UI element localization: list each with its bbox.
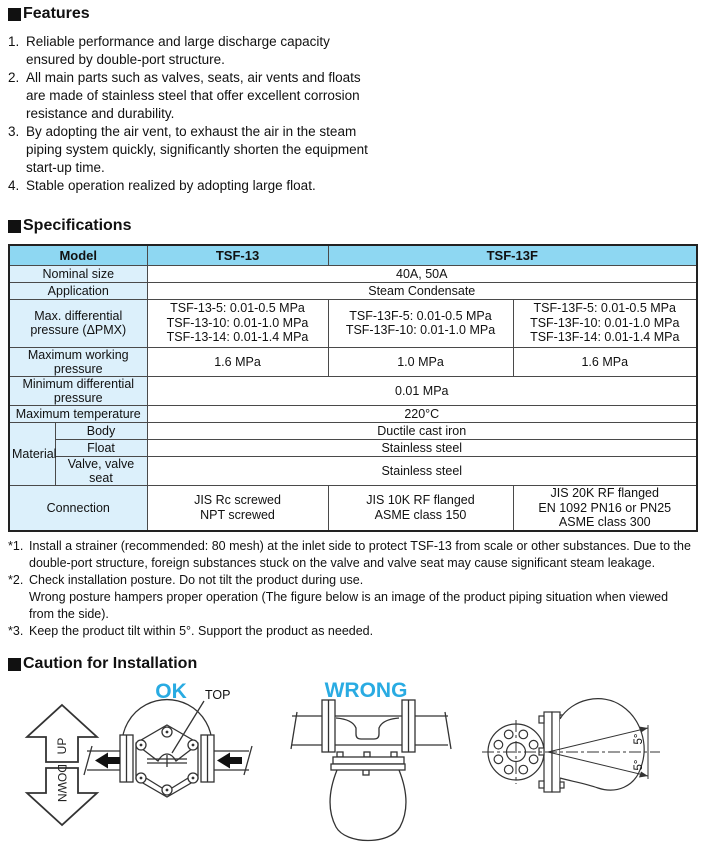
section-bullet-icon (8, 220, 21, 233)
table-row-max-working (9, 347, 697, 376)
top-label: TOP (205, 688, 231, 702)
up-arrow-label: UP (55, 737, 69, 755)
cell-max-working-tsf13f-a: 1.0 MPa (328, 347, 513, 376)
installation-diagrams (0, 675, 704, 853)
ok-label: OK (155, 680, 187, 703)
cell-max-differential-tsf13f-a (328, 299, 513, 347)
flow-arrow-icon (217, 753, 242, 769)
col-header-tsf13: TSF-13 (147, 245, 328, 265)
footnote-line: Check installation posture. Do not tilt the product during use. (29, 573, 364, 587)
list-number: 1. (8, 34, 20, 49)
list-text: By adopting the air vent, to exhaust the air in the steam piping system quickly, significantly shorten the equipment start-up time. (26, 124, 368, 175)
footnote-marker: *1. (8, 539, 24, 553)
col-header-tsf13f: TSF-13F (328, 245, 697, 265)
table-row-max-differential (9, 299, 697, 347)
row-label-max-differential: Max. differential pressure (ΔPMX) (9, 299, 147, 347)
cell-min-differential: 0.01 MPa (147, 376, 697, 405)
tilt-body-profile (560, 699, 644, 790)
specifications-heading: Specifications (23, 217, 132, 234)
wrong-label: WRONG (324, 679, 408, 702)
footnote-marker: *3. (8, 624, 24, 638)
cell-connection-tsf13 (147, 485, 328, 531)
tilt-diagram (488, 699, 648, 792)
list-text: Stable operation realized by adopting large float. (26, 178, 316, 193)
ok-diagram (84, 700, 252, 797)
list-item (8, 123, 696, 177)
caution-section (8, 655, 696, 853)
list-text: All main parts such as valves, seats, air vents and floats are made of stainless steel that offer excellent corrosion resistance and durability. (26, 70, 361, 121)
list-item (8, 177, 696, 195)
cell-max-differential-tsf13 (147, 299, 328, 347)
down-arrow-label: DOWN (55, 764, 69, 802)
spec-line: TSF-13-10: 0.01-1.0 MPa (166, 315, 309, 330)
col-header-model: Model (9, 245, 147, 265)
spec-line: TSF-13F-5: 0.01-0.5 MPa (349, 308, 492, 323)
table-row-material-body (9, 422, 697, 439)
list-number: 4. (8, 178, 20, 193)
spec-line: TSF-13-5: 0.01-0.5 MPa (170, 301, 305, 316)
wrong-float-bowl (330, 770, 406, 841)
spec-line: EN 1092 PN16 or PN25 (538, 500, 672, 515)
section-bullet-icon (8, 658, 21, 671)
list-number: 3. (8, 124, 20, 139)
specifications-section (8, 217, 696, 532)
footnote-text: Keep the product tilt within 5°. Support the product as needed. (29, 624, 374, 638)
row-label-float: Float (55, 439, 147, 456)
spec-line: TSF-13F-5: 0.01-0.5 MPa (533, 301, 676, 316)
table-row-material-valve (9, 456, 697, 485)
list-text: Reliable performance and large discharge capacity ensured by double-port structure. (26, 34, 330, 67)
row-label-application: Application (9, 282, 147, 299)
list-item (8, 33, 696, 69)
section-bullet-icon (8, 8, 21, 21)
wrong-body-funnel (336, 718, 399, 739)
spec-line: ASME class 150 (374, 507, 467, 522)
spec-line: JIS 10K RF flanged (366, 493, 475, 508)
wrong-cover-plate (331, 764, 405, 770)
table-row-min-differential (9, 376, 697, 405)
table-row-max-temperature (9, 405, 697, 422)
features-section (8, 5, 696, 195)
row-label-max-working: Maximum working pressure (9, 347, 147, 376)
spec-line: JIS Rc screwed (194, 493, 281, 508)
cell-max-differential-tsf13f-b (513, 299, 697, 347)
row-label-connection: Connection (9, 485, 147, 531)
spec-line: TSF-13-14: 0.01-1.4 MPa (166, 330, 309, 345)
list-number: 2. (8, 70, 20, 85)
footnote-line: Wrong posture hampers proper operation (The figure below is an image of the product piping situation when viewed from the side). (29, 590, 669, 621)
footnote-text: Install a strainer (recommended: 80 mesh) at the inlet side to protect TSF-13 from scale or other substances. Due to the double-port structure, foreign substances stuck on the valve and valve seat may cause significant steam leakage. (29, 539, 691, 570)
footnote-marker: *2. (8, 573, 24, 587)
footnotes (8, 538, 696, 640)
caution-title (8, 655, 696, 673)
tilt-angle-lower-label: 5° (633, 759, 645, 771)
spec-line: JIS 20K RF flanged (550, 486, 659, 500)
row-label-min-differential: Minimum differential pressure (9, 376, 147, 405)
table-header-row (9, 245, 697, 265)
footnote-text (29, 572, 696, 623)
cell-material-float: Stainless steel (147, 439, 697, 456)
footnote (8, 572, 696, 623)
cell-max-working-tsf13: 1.6 MPa (147, 347, 328, 376)
wrong-mount-plate (333, 757, 404, 764)
footnote (8, 623, 696, 640)
specifications-table (8, 244, 698, 532)
table-row-material-float (9, 439, 697, 456)
caution-heading: Caution for Installation (23, 655, 198, 672)
cell-application: Steam Condensate (147, 282, 697, 299)
list-item (8, 69, 696, 123)
spec-line: TSF-13F-14: 0.01-1.4 MPa (530, 330, 680, 345)
cell-max-temperature: 220°C (147, 405, 697, 422)
features-list (8, 33, 696, 195)
cell-connection-tsf13f-a (328, 485, 513, 531)
spec-line: ASME class 300 (558, 515, 651, 529)
table-row-application (9, 282, 697, 299)
row-label-valve-seat: Valve, valve seat (55, 456, 147, 485)
spec-line: TSF-13F-10: 0.01-1.0 MPa (530, 315, 680, 330)
spec-line: NPT screwed (200, 507, 275, 522)
cell-material-valve: Stainless steel (147, 456, 697, 485)
flow-arrow-icon (95, 753, 120, 769)
footnote (8, 538, 696, 572)
cell-max-working-tsf13f-b: 1.6 MPa (513, 347, 697, 376)
table-row-nominal-size (9, 265, 697, 282)
cell-connection-tsf13f-b (513, 485, 697, 531)
row-label-max-temperature: Maximum temperature (9, 405, 147, 422)
specifications-title (8, 217, 696, 235)
spec-line: TSF-13F-10: 0.01-1.0 MPa (345, 323, 496, 337)
features-title (8, 5, 696, 23)
cell-material-body: Ductile cast iron (147, 422, 697, 439)
features-heading: Features (23, 5, 90, 22)
row-label-body: Body (55, 422, 147, 439)
row-label-material: Material (9, 422, 55, 485)
wrong-pipe (291, 712, 451, 749)
wrong-diagram (291, 700, 451, 841)
tilt-angle-upper-label: 5° (633, 733, 645, 745)
table-row-connection (9, 485, 697, 531)
row-label-nominal-size: Nominal size (9, 265, 147, 282)
cell-nominal-size: 40A, 50A (147, 265, 697, 282)
